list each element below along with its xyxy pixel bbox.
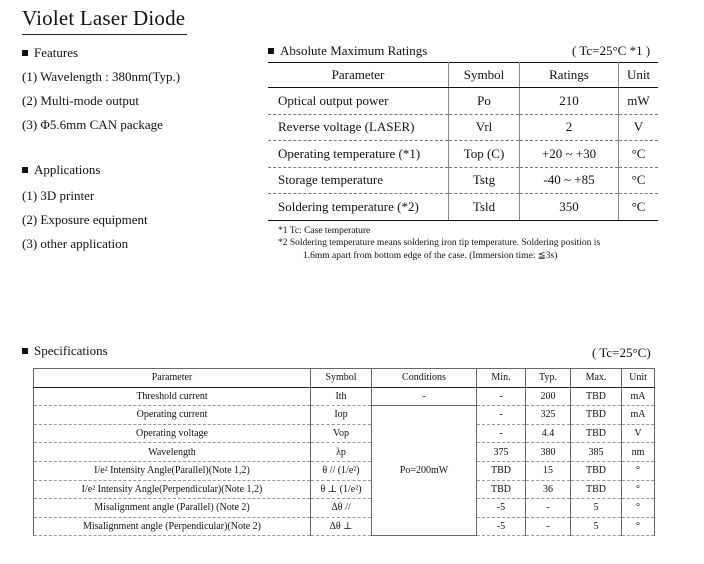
- cell-parameter: Threshold current: [34, 387, 311, 406]
- bullet-square-icon: [22, 167, 28, 173]
- cell-typ: 200: [526, 387, 571, 406]
- cell-typ: -: [526, 499, 571, 518]
- cell-symbol: Top (C): [449, 141, 520, 168]
- cell-typ: 4.4: [526, 424, 571, 443]
- cell-symbol: θ // (1/e²): [311, 461, 372, 480]
- cell-rating: +20 ~ +30: [520, 141, 619, 168]
- cell-parameter: Wavelength: [34, 443, 311, 462]
- header-typ: Typ.: [526, 369, 571, 388]
- spec-heading-label: Specifications: [34, 343, 108, 358]
- cell-unit: °: [622, 461, 655, 480]
- table-row: [34, 406, 655, 425]
- feature-item: (3) Φ5.6mm CAN package: [22, 117, 163, 132]
- cell-min: -: [477, 424, 526, 443]
- table-header-row: [268, 63, 658, 88]
- table-row: [268, 114, 658, 141]
- cell-max: TBD: [571, 480, 622, 499]
- note-2-continued: 1.6mm apart from bottom edge of the case. (Immersion time: ≦3s): [303, 251, 558, 261]
- cell-symbol: Vop: [311, 424, 372, 443]
- table-row: [34, 461, 655, 480]
- header-min: Min.: [477, 369, 526, 388]
- cell-symbol: Iop: [311, 406, 372, 425]
- table-row: [268, 167, 658, 194]
- cell-max: TBD: [571, 406, 622, 425]
- spec-condition: ( Tc=25°C): [592, 345, 651, 360]
- cell-rating: 2: [520, 114, 619, 141]
- cell-unit: nm: [622, 443, 655, 462]
- cell-min: 375: [477, 443, 526, 462]
- cell-unit: mA: [622, 387, 655, 406]
- cell-unit: °: [622, 480, 655, 499]
- spec-heading: [22, 343, 108, 359]
- cell-parameter: Misalignment angle (Parallel) (Note 2): [34, 499, 311, 518]
- cell-parameter: Operating voltage: [34, 424, 311, 443]
- cell-typ: 36: [526, 480, 571, 499]
- cell-symbol: Tstg: [449, 167, 520, 194]
- cell-parameter: I/e² Intensity Angle(Perpendicular)(Note 1,2): [34, 480, 311, 499]
- cell-typ: 325: [526, 406, 571, 425]
- cell-unit: °C: [619, 141, 659, 168]
- bullet-square-icon: [22, 348, 28, 354]
- header-unit: Unit: [622, 369, 655, 388]
- cell-unit: °C: [619, 194, 659, 221]
- bullet-square-icon: [22, 50, 28, 56]
- cell-symbol: Ith: [311, 387, 372, 406]
- table-row: [34, 517, 655, 536]
- features-heading-label: Features: [34, 45, 79, 60]
- application-item: (1) 3D printer: [22, 188, 95, 203]
- table-header-row: [34, 369, 655, 388]
- cell-unit: °C: [619, 167, 659, 194]
- cell-rating: -40 ~ +85: [520, 167, 619, 194]
- cell-parameter: Soldering temperature (*2): [268, 194, 449, 221]
- header-ratings: Ratings: [520, 63, 619, 88]
- specifications-table: [33, 368, 655, 536]
- amr-condition: ( Tc=25°C *1 ): [572, 43, 651, 58]
- table-row: [268, 88, 658, 115]
- cell-symbol: Δθ //: [311, 499, 372, 518]
- cell-rating: 210: [520, 88, 619, 115]
- bullet-square-icon: [268, 48, 274, 54]
- cell-max: TBD: [571, 387, 622, 406]
- cell-unit: mA: [622, 406, 655, 425]
- header-max: Max.: [571, 369, 622, 388]
- application-item: (2) Exposure equipment: [22, 212, 148, 227]
- cell-symbol: Tsld: [449, 194, 520, 221]
- header-parameter: Parameter: [268, 63, 449, 88]
- cell-parameter: Misalignment angle (Perpendicular)(Note 2): [34, 517, 311, 536]
- cell-max: TBD: [571, 461, 622, 480]
- cell-min: TBD: [477, 480, 526, 499]
- features-heading: [22, 45, 78, 61]
- cell-max: TBD: [571, 424, 622, 443]
- header-symbol: Symbol: [311, 369, 372, 388]
- amr-heading-label: Absolute Maximum Ratings: [280, 43, 428, 58]
- cell-min: -: [477, 406, 526, 425]
- note-2: *2 Soldering temperature means soldering iron tip temperature. Soldering position is: [278, 238, 601, 248]
- cell-unit: °: [622, 499, 655, 518]
- cell-symbol: λp: [311, 443, 372, 462]
- cell-unit: °: [622, 517, 655, 536]
- cell-typ: 15: [526, 461, 571, 480]
- cell-unit: V: [622, 424, 655, 443]
- cell-typ: 380: [526, 443, 571, 462]
- amr-heading: [268, 43, 427, 59]
- table-row: [34, 480, 655, 499]
- cell-symbol: Vrl: [449, 114, 520, 141]
- note-1: *1 Tc: Case temperature: [278, 226, 371, 236]
- cell-parameter: Operating current: [34, 406, 311, 425]
- cell-unit: V: [619, 114, 659, 141]
- cell-max: 5: [571, 499, 622, 518]
- table-row: [34, 443, 655, 462]
- header-parameter: Parameter: [34, 369, 311, 388]
- table-row: [34, 424, 655, 443]
- header-conditions: Conditions: [372, 369, 477, 388]
- table-row: [34, 499, 655, 518]
- cell-symbol: Po: [449, 88, 520, 115]
- cell-parameter: Storage temperature: [268, 167, 449, 194]
- applications-heading-label: Applications: [34, 162, 101, 177]
- header-symbol: Symbol: [449, 63, 520, 88]
- table-row: [268, 141, 658, 168]
- cell-symbol: Δθ ⊥: [311, 517, 372, 536]
- feature-item: (2) Multi-mode output: [22, 93, 139, 108]
- cell-min: -: [477, 387, 526, 406]
- cell-parameter: I/e² Intensity Angle(Parallel)(Note 1,2): [34, 461, 311, 480]
- cell-unit: mW: [619, 88, 659, 115]
- cell-parameter: Operating temperature (*1): [268, 141, 449, 168]
- application-item: (3) other application: [22, 236, 129, 251]
- feature-item: (1) Wavelength : 380nm(Typ.): [22, 69, 181, 84]
- table-row: [268, 194, 658, 221]
- header-unit: Unit: [619, 63, 659, 88]
- title-underline: [22, 34, 187, 35]
- cell-conditions: -: [372, 387, 477, 406]
- absolute-max-ratings-table: [268, 62, 658, 221]
- page-title: Violet Laser Diode: [22, 6, 186, 30]
- cell-min: -5: [477, 499, 526, 518]
- cell-rating: 350: [520, 194, 619, 221]
- cell-symbol: θ ⊥ (1/e²): [311, 480, 372, 499]
- cell-max: 5: [571, 517, 622, 536]
- cell-max: 385: [571, 443, 622, 462]
- cell-min: TBD: [477, 461, 526, 480]
- cell-typ: -: [526, 517, 571, 536]
- cell-parameter: Optical output power: [268, 88, 449, 115]
- cell-conditions-shared: Po=200mW: [372, 406, 477, 536]
- applications-heading: [22, 162, 100, 178]
- table-row: [34, 387, 655, 406]
- cell-parameter: Reverse voltage (LASER): [268, 114, 449, 141]
- cell-min: -5: [477, 517, 526, 536]
